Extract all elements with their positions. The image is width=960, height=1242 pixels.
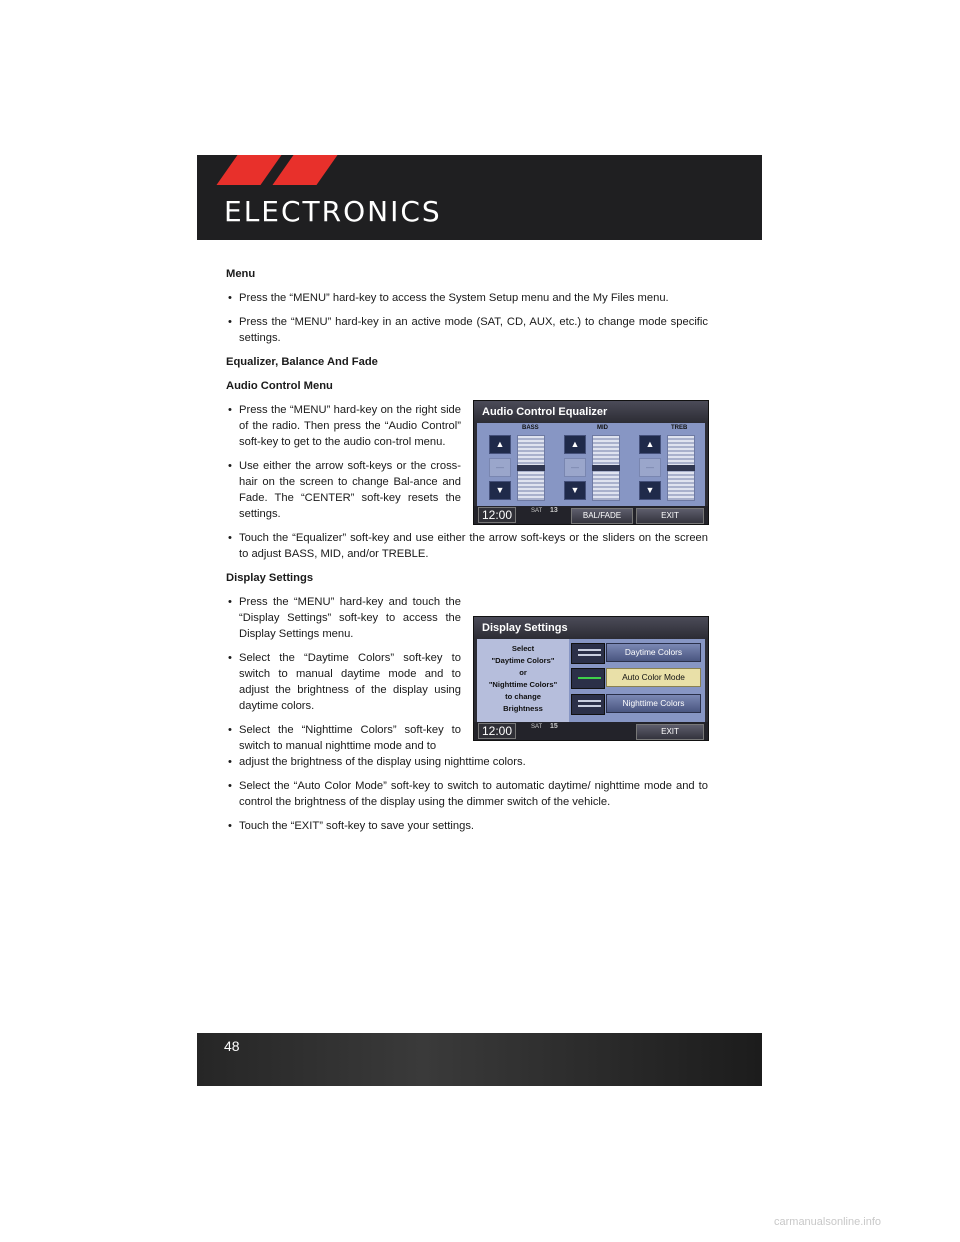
nighttime-preview-icon — [571, 694, 605, 715]
bass-down-arrow-icon[interactable]: ▼ — [489, 481, 511, 500]
treb-down-arrow-icon[interactable]: ▼ — [639, 481, 661, 500]
slider-knob[interactable] — [592, 465, 620, 471]
instruction-line: Brightness — [503, 704, 543, 713]
display-settings-panel — [477, 639, 705, 722]
sat-label: SAT — [531, 508, 543, 514]
equalizer-panel — [477, 423, 705, 506]
bass-slider[interactable] — [517, 435, 545, 501]
mid-dash-icon: — — [564, 458, 586, 477]
display-settings-heading: Display Settings — [226, 572, 314, 584]
bullet-item: • Select the “Auto Color Mode” soft-key to switch to automatic daytime/ nighttime mode and to control the brightness of the display using the dimmer switch of the vehicle. — [226, 778, 708, 810]
bal-fade-button[interactable]: BAL/FADE — [571, 508, 633, 524]
instruction-line: or — [519, 668, 527, 677]
screen-footer — [474, 506, 708, 524]
screen-title: Audio Control Equalizer — [474, 401, 708, 423]
page-number: 48 — [224, 1038, 240, 1054]
page-content — [226, 266, 708, 842]
slider-knob[interactable] — [517, 465, 545, 471]
section-title: ELECTRONICS — [224, 195, 442, 228]
daytime-colors-button[interactable]: Daytime Colors — [606, 643, 701, 662]
treb-dash-icon: — — [639, 458, 661, 477]
preview-bar — [578, 700, 601, 702]
bullet-continuation — [226, 754, 708, 770]
preview-bar — [578, 705, 601, 707]
instruction-line: Select — [511, 644, 535, 653]
auto-mode-arrows-icon — [571, 668, 605, 689]
audio-control-heading: Audio Control Menu — [226, 380, 333, 392]
treb-up-arrow-icon[interactable]: ▲ — [639, 435, 661, 454]
clock: 12:00 — [478, 723, 516, 739]
screen-title: Display Settings — [474, 617, 708, 639]
screen-footer — [474, 722, 708, 740]
sat-number: 13 — [550, 507, 558, 514]
instruction-line: "Nighttime Colors" — [488, 680, 558, 689]
bullet-item: • Select the “Daytime Colors” soft-key to switch to manual daytime mode and to adjust the brightness of the display using daytime colors. — [226, 650, 461, 714]
clock: 12:00 — [478, 507, 516, 523]
equalizer-screen-image — [473, 400, 709, 525]
treb-slider[interactable] — [667, 435, 695, 501]
mid-label: MID — [597, 425, 608, 431]
preview-bar — [578, 649, 601, 651]
mid-down-arrow-icon[interactable]: ▼ — [564, 481, 586, 500]
auto-color-mode-button[interactable]: Auto Color Mode — [606, 668, 701, 687]
bullet-item: • Use either the arrow soft-keys or the cross-hair on the screen to change Bal-ance and Fade. The “CENTER” soft-key resets the settings. — [226, 458, 461, 522]
nighttime-colors-row[interactable] — [571, 694, 706, 713]
display-settings-screen-image — [473, 616, 709, 741]
bass-dash-icon: — — [489, 458, 511, 477]
bass-label: BASS — [522, 425, 539, 431]
treb-label: TREB — [671, 425, 688, 431]
bullet-item: • Press the “MENU” hard-key in an active mode (SAT, CD, AUX, etc.) to change mode specific settings. — [226, 314, 708, 346]
daytime-preview-icon — [571, 643, 605, 664]
equalizer-heading: Equalizer, Balance And Fade — [226, 356, 378, 368]
auto-color-mode-row[interactable] — [571, 668, 706, 687]
bullet-text: adjust the brightness of the display using nighttime colors. — [239, 756, 526, 768]
daytime-colors-row[interactable] — [571, 643, 706, 662]
bullet-item: • Press the “MENU” hard-key to access the System Setup menu and the My Files menu. — [226, 290, 708, 306]
bullet-item: • Touch the “EXIT” soft-key to save your settings. — [226, 818, 708, 834]
exit-button[interactable]: EXIT — [636, 724, 704, 740]
bass-up-arrow-icon[interactable]: ▲ — [489, 435, 511, 454]
instruction-line: "Daytime Colors" — [491, 656, 555, 665]
instruction-line: to change — [505, 692, 541, 701]
page-footer — [197, 1033, 762, 1086]
preview-bar — [578, 677, 601, 679]
nighttime-colors-button[interactable]: Nighttime Colors — [606, 694, 701, 713]
preview-bar — [578, 654, 601, 656]
slider-knob[interactable] — [667, 465, 695, 471]
exit-button[interactable]: EXIT — [636, 508, 704, 524]
bullet-text: • Select the “Nighttime Colors” soft-key to switch to manual nighttime mode and to — [239, 724, 461, 752]
bullet-item: • Press the “MENU” hard-key on the right side of the radio. Then press the “Audio Control” soft-key to get to the audio con-trol menu. — [226, 402, 461, 450]
mid-slider[interactable] — [592, 435, 620, 501]
bullet-item: • Press the “MENU” hard-key and touch the “Display Settings” soft-key to access the Display Settings menu. — [226, 594, 461, 642]
instruction-panel — [477, 639, 569, 722]
watermark: carmanualsonline.info — [774, 1216, 882, 1228]
menu-heading: Menu — [226, 268, 256, 280]
bullet-item: • Touch the “Equalizer” soft-key and use either the arrow soft-keys or the sliders on the screen to adjust BASS, MID, and/or TREBLE. — [226, 530, 708, 562]
red-stripe-decoration — [216, 155, 281, 185]
section-header — [197, 155, 762, 240]
sat-label: SAT — [531, 724, 543, 730]
red-stripe-decoration — [272, 155, 337, 185]
sat-number: 15 — [550, 723, 558, 730]
mid-up-arrow-icon[interactable]: ▲ — [564, 435, 586, 454]
